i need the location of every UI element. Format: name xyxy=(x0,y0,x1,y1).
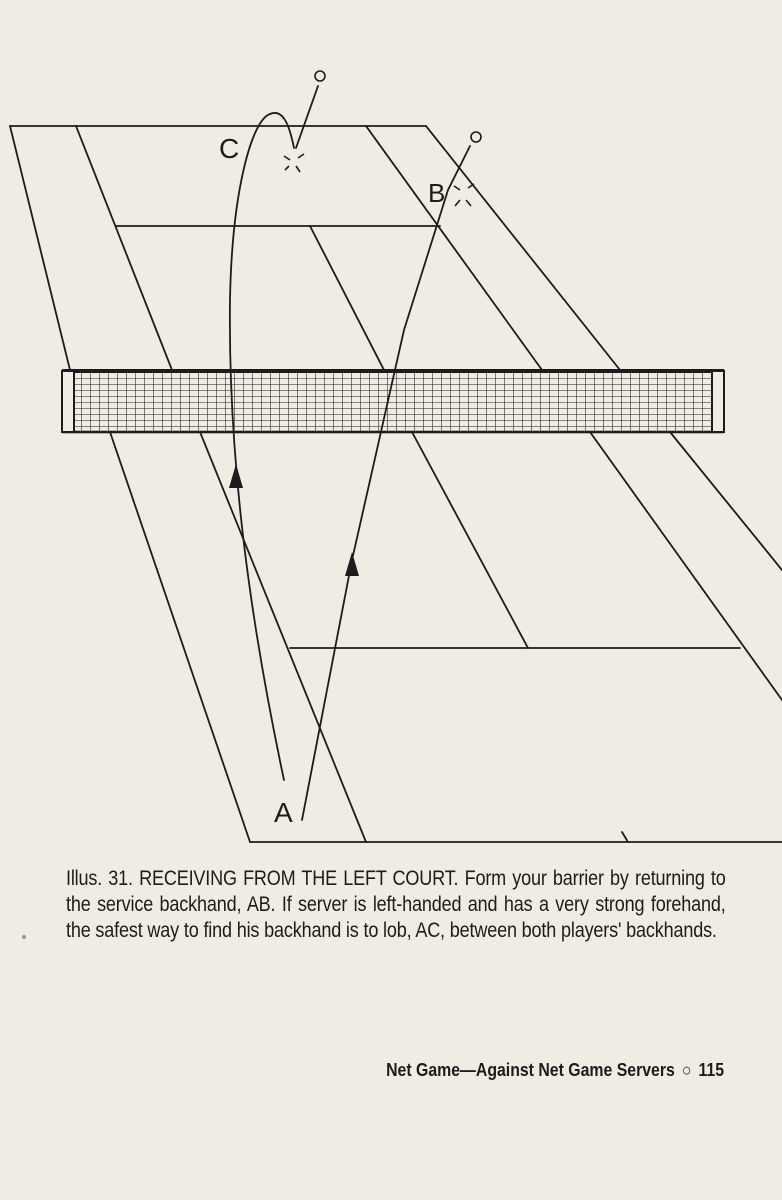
arrow-ab xyxy=(345,552,359,576)
label-b: B xyxy=(428,178,446,208)
arrow-ac xyxy=(229,464,243,488)
near-left-singles-sideline xyxy=(200,432,366,842)
bounce-mark-b-icon xyxy=(454,184,474,206)
near-center-service-line xyxy=(412,432,528,648)
separator-circle-icon: ○ xyxy=(681,1060,692,1080)
path-c-bounce xyxy=(296,86,318,148)
running-head: Net Game—Against Net Game Servers xyxy=(386,1060,675,1080)
far-singles-sideline xyxy=(76,126,172,370)
path-ab-drive xyxy=(302,146,470,820)
page-footer xyxy=(386,1060,724,1081)
near-right-doubles-sideline xyxy=(670,432,782,570)
ball-b-icon xyxy=(471,132,481,142)
bounce-mark-c-icon xyxy=(284,154,304,172)
near-right-singles-sideline xyxy=(590,432,782,700)
label-a: A xyxy=(274,797,293,828)
far-left-sideline xyxy=(10,126,70,370)
baseline-center-mark xyxy=(622,832,628,842)
page-number: 115 xyxy=(698,1060,724,1080)
figure-caption: Illus. 31. RECEIVING FROM THE LEFT COURT. Form your barrier by returning to the service backhand, AB. If server is left-handed and has a very strong forehand, the safest way to find his backhand is to lob, AC, between both players' backhands. xyxy=(66,867,726,942)
paper-speck xyxy=(22,935,26,939)
label-c: C xyxy=(219,133,240,164)
ball-c-icon xyxy=(315,71,325,81)
path-ac-lob xyxy=(230,113,294,780)
near-left-doubles-sideline xyxy=(110,432,250,842)
far-center-service-line xyxy=(310,226,384,370)
